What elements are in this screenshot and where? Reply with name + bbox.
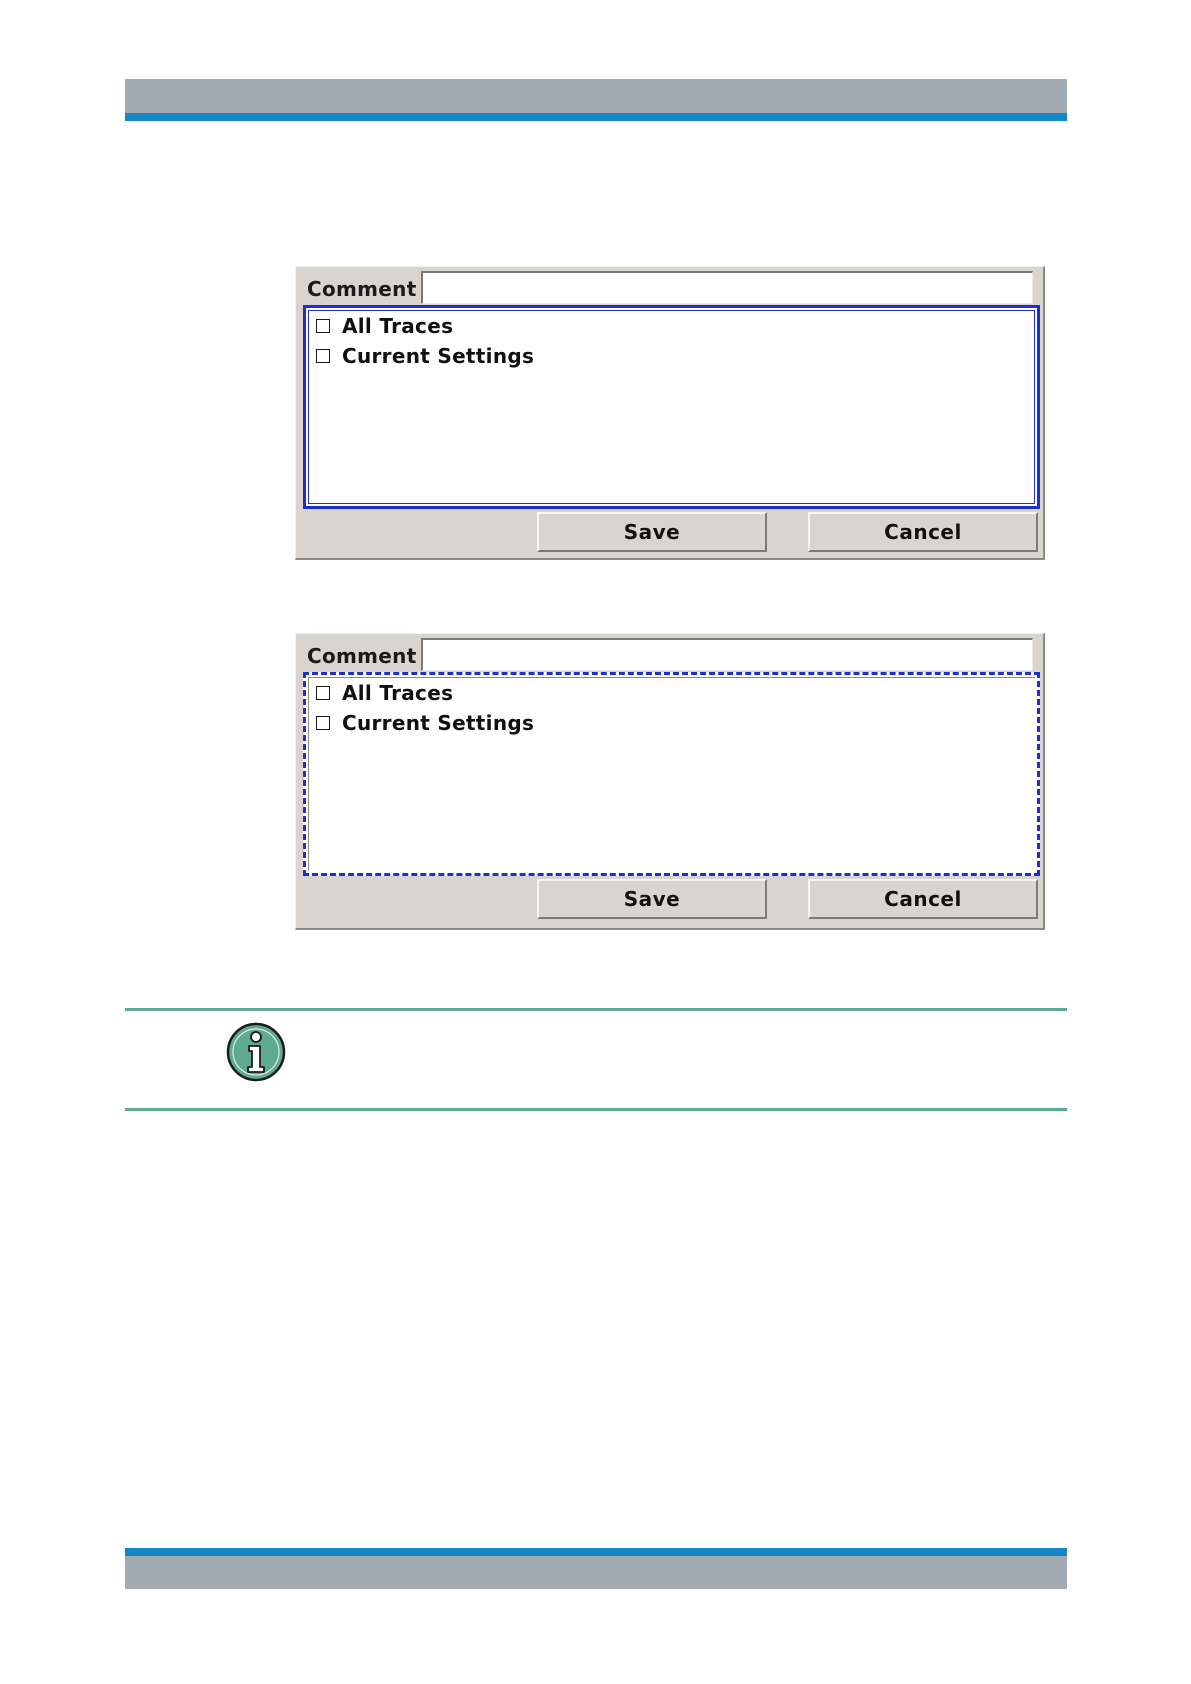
save-button[interactable]: Save <box>537 512 767 552</box>
note-top-rule <box>125 1008 1067 1011</box>
footer-band <box>125 1556 1067 1589</box>
checkbox-current-settings[interactable] <box>316 710 534 736</box>
note-bottom-rule <box>125 1108 1067 1111</box>
save-dialog-2 <box>295 633 1045 930</box>
checkbox-all-traces[interactable] <box>316 680 453 706</box>
comment-input[interactable] <box>421 271 1033 304</box>
footer-accent-line <box>125 1548 1067 1556</box>
cancel-button[interactable]: Cancel <box>808 879 1038 919</box>
save-dialog-1 <box>295 266 1045 560</box>
save-button[interactable]: Save <box>537 879 767 919</box>
cancel-button[interactable]: Cancel <box>808 512 1038 552</box>
checkbox-label: All Traces <box>342 314 454 338</box>
checkbox-icon[interactable] <box>316 319 330 333</box>
header-band <box>125 79 1067 113</box>
checkbox-current-settings[interactable] <box>316 343 534 369</box>
comment-label: Comment <box>307 277 417 301</box>
checkbox-label: Current Settings <box>342 711 535 735</box>
checkbox-label: All Traces <box>342 681 454 705</box>
comment-input[interactable] <box>421 638 1033 671</box>
checkbox-icon[interactable] <box>316 349 330 363</box>
save-items-list[interactable] <box>303 672 1040 876</box>
checkbox-icon[interactable] <box>316 686 330 700</box>
checkbox-icon[interactable] <box>316 716 330 730</box>
checkbox-all-traces[interactable] <box>316 313 453 339</box>
checkbox-label: Current Settings <box>342 344 535 368</box>
header-accent-line <box>125 113 1067 121</box>
info-icon <box>226 1022 286 1082</box>
comment-label: Comment <box>307 644 417 668</box>
save-items-list[interactable] <box>303 305 1040 509</box>
